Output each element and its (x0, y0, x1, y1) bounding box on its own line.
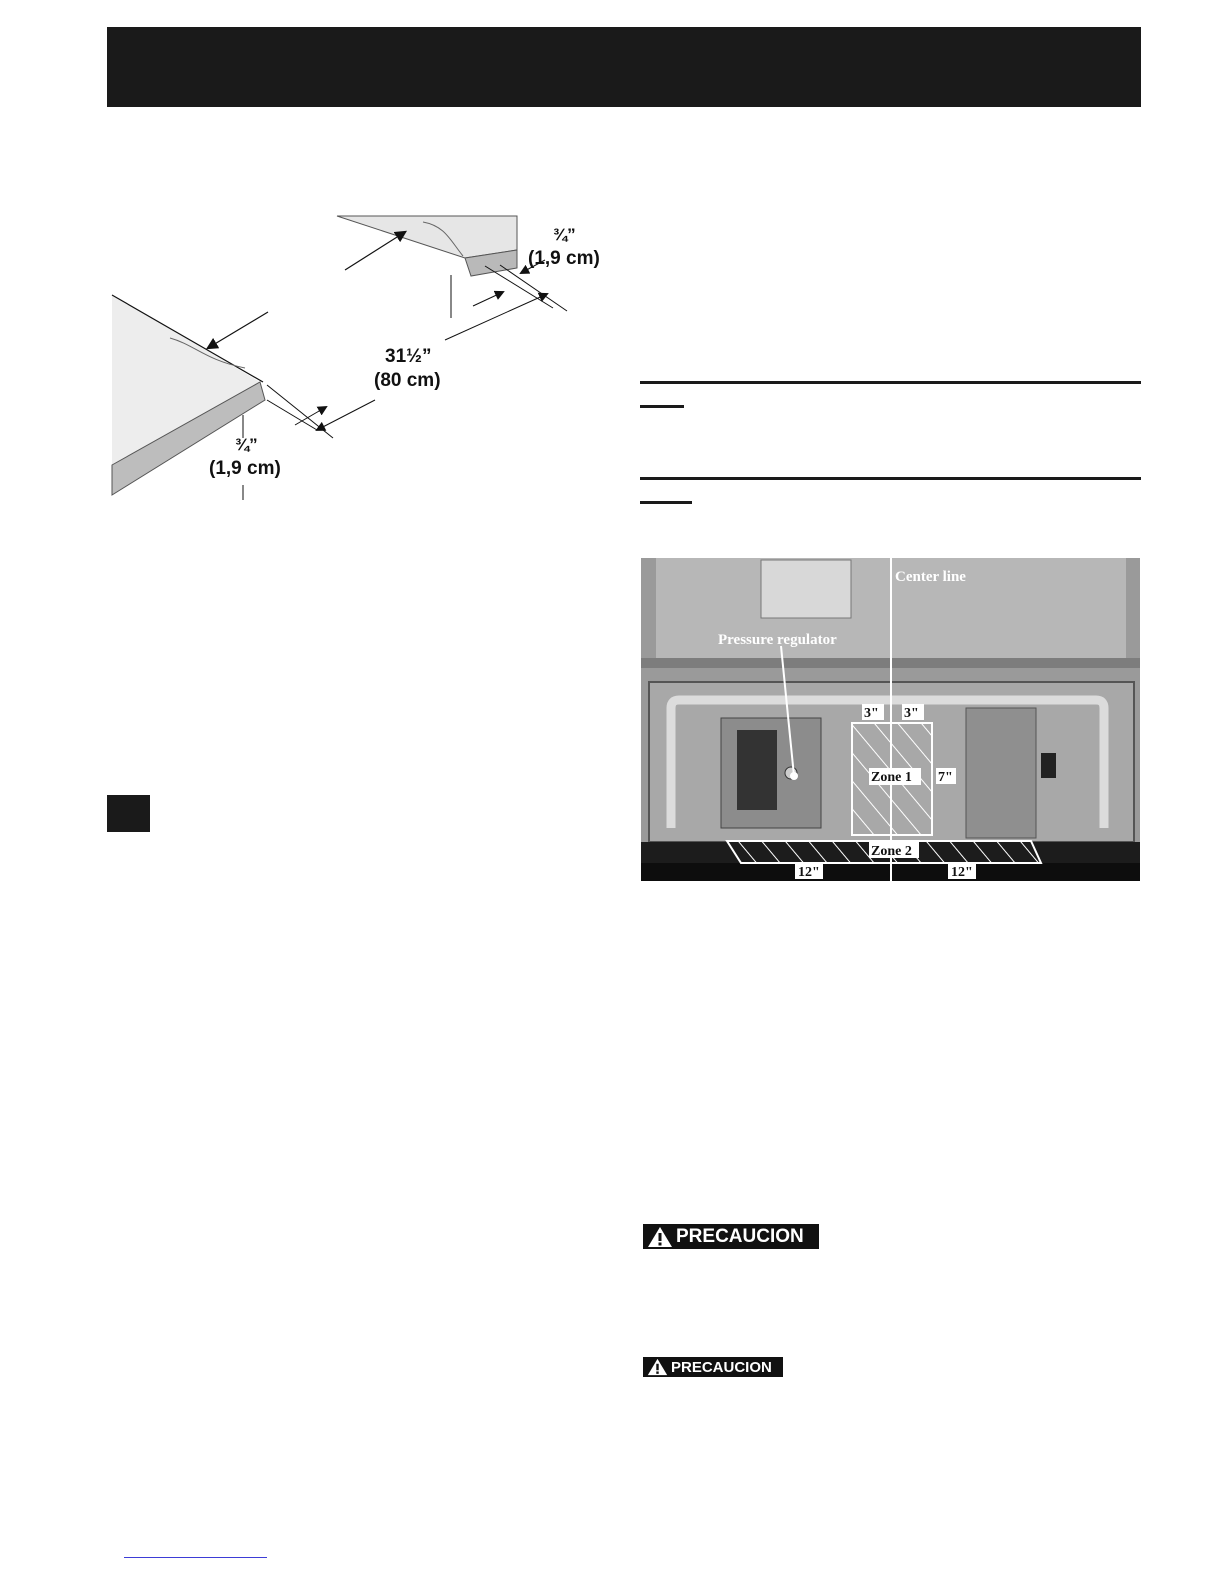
left-slab-leader (208, 312, 268, 348)
center-line-label: Center line (895, 569, 966, 585)
dim-7-label: 7" (938, 770, 953, 785)
caution-badge (643, 1357, 783, 1377)
dim-width-fraction: 31½” (385, 346, 432, 367)
dim-bottom-fraction: ¾” (235, 435, 258, 454)
caution-label: PRECAUCION (671, 1358, 772, 1376)
dim-3-right-label: 3" (904, 706, 919, 721)
warning-triangle-icon (647, 1358, 668, 1376)
warning-triangle-icon (647, 1226, 673, 1248)
dim-3-left-label: 3" (864, 706, 879, 721)
caution-label: PRECAUCION (676, 1225, 804, 1247)
dim-bottom-metric: (1,9 cm) (209, 458, 281, 479)
section-rule-tab (640, 405, 684, 408)
dim-12-left-label: 12" (798, 865, 820, 880)
dim-width-metric: (80 cm) (374, 370, 441, 391)
range-back-illustration (641, 558, 1140, 881)
section-rule (640, 477, 1141, 480)
range-back-photo (641, 558, 1140, 881)
upper-countertop (337, 216, 517, 318)
header-bar (107, 27, 1141, 107)
caution-badge (643, 1224, 819, 1249)
dim-top-fraction: ¾” (553, 225, 576, 244)
step-number-box (107, 795, 150, 832)
zone-1-label: Zone 1 (871, 770, 912, 785)
section-rule-tab (640, 501, 692, 504)
footer-link[interactable] (124, 1557, 267, 1558)
top-slab-leader (345, 232, 405, 270)
pressure-regulator-label: Pressure regulator (718, 632, 837, 648)
countertop-diagram (105, 210, 615, 510)
dim-12-right-label: 12" (951, 865, 973, 880)
dim-top-metric: (1,9 cm) (528, 248, 600, 269)
zone-2-label: Zone 2 (871, 844, 912, 859)
section-rule (640, 381, 1141, 384)
